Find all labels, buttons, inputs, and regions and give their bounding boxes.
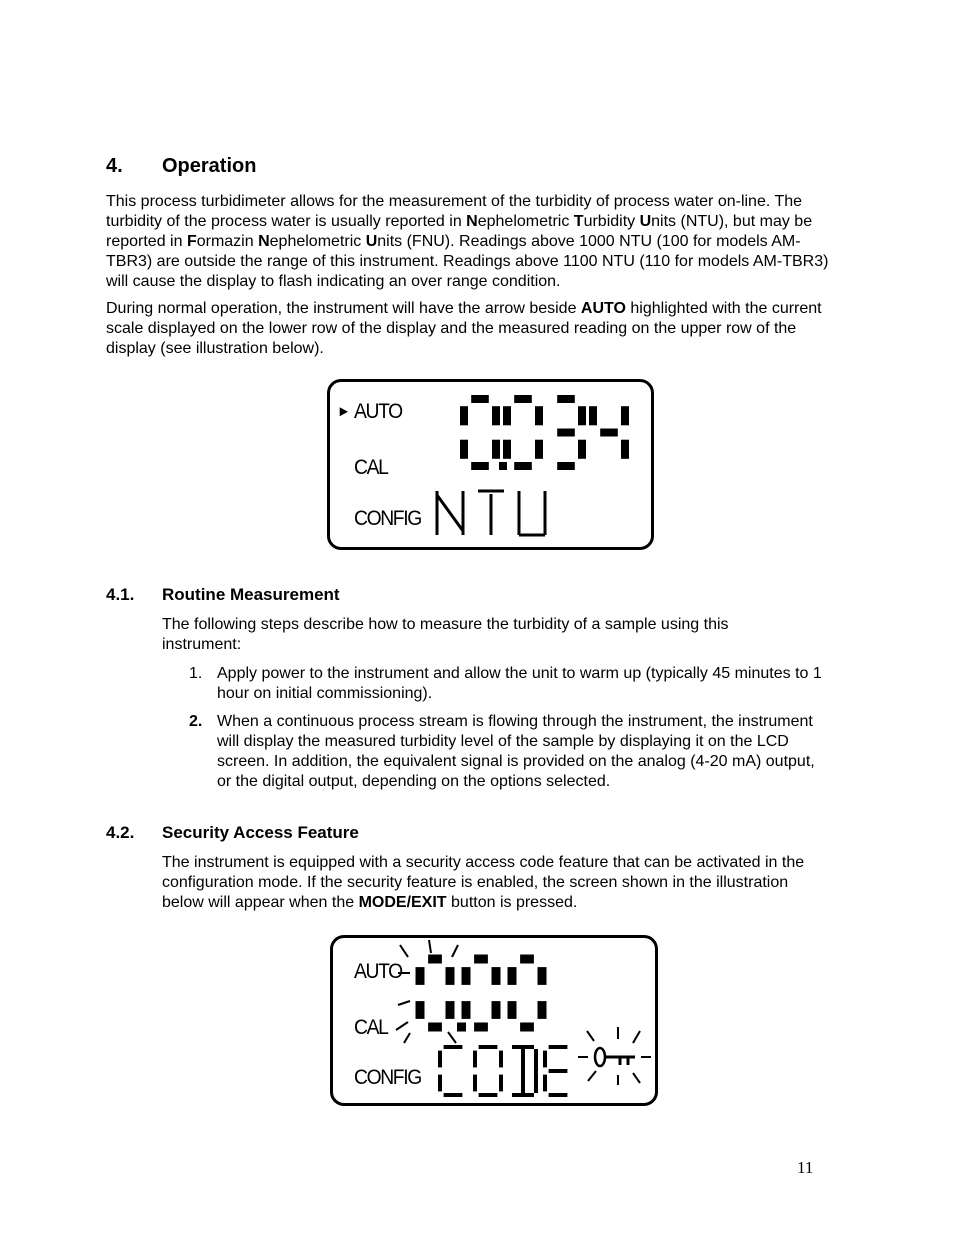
subsection-title: Security Access Feature bbox=[162, 823, 359, 842]
decimal-point bbox=[499, 462, 507, 470]
list-item-text: Apply power to the instrument and allow the unit to warm up (typically 45 minutes to 1 hour on initial commissioning). bbox=[217, 665, 822, 702]
list-item bbox=[189, 664, 849, 704]
lcd-letter-stroke bbox=[437, 495, 463, 531]
text-run: nits (NTU), but may be reported in bbox=[106, 213, 813, 250]
operation-paragraph-1 bbox=[106, 192, 846, 292]
flash-ray bbox=[587, 1031, 594, 1041]
flash-ray bbox=[404, 1033, 410, 1043]
lcd-display-normal bbox=[327, 379, 654, 550]
subsection-title: Routine Measurement bbox=[162, 585, 340, 604]
flash-ray bbox=[633, 1073, 640, 1083]
list-item bbox=[189, 712, 849, 792]
subsection-heading-routine bbox=[106, 585, 340, 605]
bold-text: N bbox=[258, 233, 270, 250]
text-run: ormazin bbox=[196, 233, 259, 250]
bold-text: MODE/EXIT bbox=[358, 894, 447, 911]
lcd-display-code bbox=[330, 935, 658, 1106]
decimal-point bbox=[457, 1023, 466, 1032]
list-item-number: 1. bbox=[189, 665, 203, 682]
lcd-label-cal: CAL bbox=[354, 456, 388, 479]
text-run: ephelometric bbox=[477, 213, 574, 230]
list-item-number: 2. bbox=[189, 713, 203, 730]
text-run: nits (FNU). Readings above 1000 NTU (100 for models AM-TBR3) are outside the range of this instrument. Readings above 1100 NTU (110 for models AM-TBR3) will cause the display to flash indicating an over range condition. bbox=[106, 233, 829, 290]
subsection-heading-security bbox=[106, 823, 359, 843]
routine-intro: The following steps describe how to measure the turbidity of a sample using this instrument: bbox=[162, 616, 729, 653]
text-run: This process turbidimeter allows for the measurement of the turbidity of process water on-line. The turbidity of the process water is usually reported in bbox=[106, 193, 803, 230]
lcd-label-cal: CAL bbox=[354, 1016, 388, 1039]
lcd-label-auto: AUTO bbox=[354, 400, 402, 423]
bold-text: N bbox=[466, 213, 478, 230]
subsection-number: 4.1. bbox=[106, 585, 135, 604]
flash-ray bbox=[398, 1001, 410, 1005]
text-run: The instrument is equipped with a security access code feature that can be activated in the configuration mode. If the security feature is enabled, the screen shown in the illustration below will appear when the bbox=[162, 854, 805, 911]
subsection-number: 4.2. bbox=[106, 823, 135, 842]
section-title: Operation bbox=[162, 155, 257, 177]
text-run: urbidity bbox=[583, 213, 640, 230]
text-run: During normal operation, the instrument will have the arrow beside bbox=[106, 300, 581, 317]
lcd-arrow-indicator: ► bbox=[337, 403, 350, 420]
list-item-text: When a continuous process stream is flowing through the instrument, the instrument will display the measured turbidity level of the sample by displaying it on the LCD screen. In addition, the equivalent signal is provided on the analog (4-20 mA) output, or the digital output, depending on the options selected. bbox=[217, 713, 815, 790]
section-number: 4. bbox=[106, 155, 123, 177]
page-number: 11 bbox=[797, 1158, 814, 1177]
flash-ray bbox=[448, 1032, 456, 1043]
text-run: ephelometric bbox=[269, 233, 366, 250]
lcd-label-config: CONFIG bbox=[354, 1066, 421, 1089]
flash-ray bbox=[396, 1022, 408, 1030]
bold-text: F bbox=[186, 233, 197, 250]
flash-ray bbox=[400, 945, 408, 957]
security-paragraph bbox=[162, 853, 832, 913]
flash-ray bbox=[429, 940, 431, 953]
bold-text: U bbox=[365, 233, 378, 250]
section-heading bbox=[106, 155, 256, 178]
key-ring bbox=[595, 1048, 605, 1066]
bold-text: U bbox=[639, 213, 652, 230]
flash-ray bbox=[588, 1071, 596, 1081]
bold-text: AUTO bbox=[580, 300, 626, 317]
key-icon bbox=[595, 1048, 635, 1066]
lcd-segment-readout bbox=[327, 379, 654, 550]
lcd-label-auto: AUTO bbox=[354, 960, 402, 983]
flash-ray bbox=[633, 1031, 640, 1043]
operation-paragraph-2 bbox=[106, 299, 836, 359]
flash-ray bbox=[452, 945, 458, 957]
lcd-segment-readout bbox=[330, 935, 658, 1106]
text-run: highlighted with the current scale displayed on the lower row of the display and the measured reading on the upper row of the display (see illustration below). bbox=[106, 300, 822, 357]
lcd-label-config: CONFIG bbox=[354, 507, 421, 530]
bold-text: T bbox=[573, 213, 584, 230]
text-run: button is pressed. bbox=[446, 894, 578, 911]
